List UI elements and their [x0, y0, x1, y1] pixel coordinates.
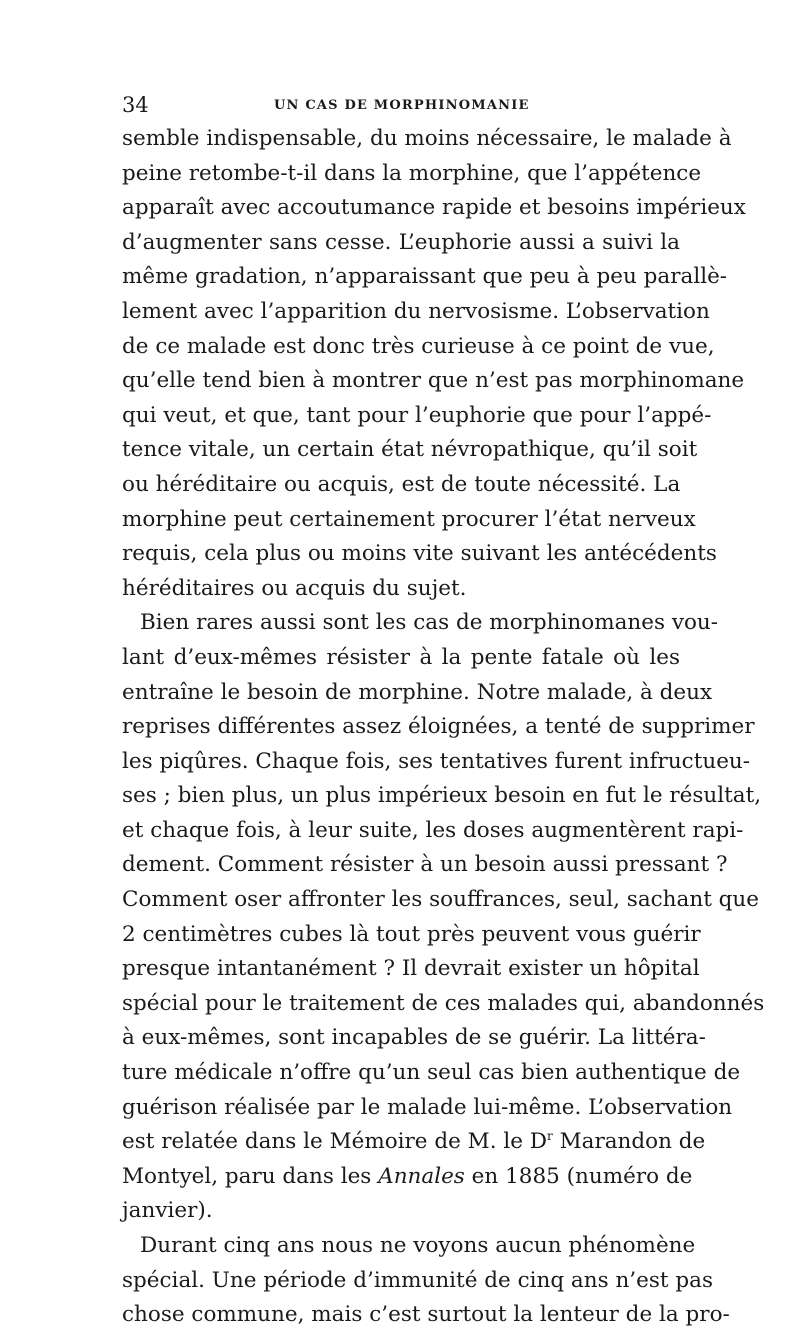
text-line: 2 centimètres cubes là tout près peuvent vous guérir	[122, 921, 701, 947]
text-line: Comment oser affronter les souffrances, seul, sachant que	[122, 887, 760, 913]
italic-title: Annales	[378, 1163, 465, 1189]
text-line: janvier).	[122, 1198, 213, 1224]
text-line: tence vitale, un certain état névropathique, qu’il soit	[122, 437, 698, 463]
text-line: et chaque fois, à leur suite, les doses augmentèrent rapi-	[122, 817, 744, 843]
text-line: à eux-mêmes, sont incapables de se guérir. La littéra-	[122, 1025, 706, 1051]
text-line: reprises différentes assez éloignées, a tenté de supprimer	[122, 714, 755, 740]
running-title: UN CAS DE MORPHINOMANIE	[274, 98, 530, 113]
text-line: guérison réalisée par le malade lui-même. L’observation	[122, 1094, 733, 1120]
superscript: r	[547, 1129, 553, 1144]
text-line: presque intantanément ? Il devrait exister un hôpital	[122, 956, 700, 982]
text-line: requis, cela plus ou moins vite suivant les antécédents	[122, 541, 717, 567]
text-line: ou héréditaire ou acquis, est de toute nécessité. La	[122, 471, 681, 497]
text-line: chose commune, mais c’est surtout la lenteur de la pro-	[122, 1302, 730, 1328]
text-line: lant d’eux-mêmes résister à la pente fatale où les	[122, 644, 680, 670]
text-line: dement. Comment résister à un besoin aussi pressant ?	[122, 852, 728, 878]
text-line-with-italic	[122, 1160, 693, 1195]
text-segment: Marandon de	[552, 1129, 706, 1155]
text-line: ses ; bien plus, un plus impérieux besoin en fut le résultat,	[122, 783, 762, 809]
text-line-with-superscript	[122, 1125, 706, 1160]
text-line: morphine peut certainement procurer l’état nerveux	[122, 506, 696, 532]
text-line: de ce malade est donc très curieuse à ce point de vue,	[122, 333, 715, 359]
text-segment: est relatée dans le Mémoire de M. le D	[122, 1129, 548, 1155]
text-segment: Montyel, paru dans les	[122, 1163, 379, 1189]
text-line: Durant cinq ans nous ne voyons aucun phénomène	[140, 1233, 696, 1258]
text-line: spécial. Une période d’immunité de cinq ans n’est pas	[122, 1267, 713, 1293]
text-line: peine retombe-t-il dans la morphine, que l’appétence	[122, 160, 702, 186]
text-line: apparaît avec accoutumance rapide et besoins impérieux	[122, 195, 746, 221]
page-number: 34	[122, 93, 149, 117]
text-line: entraîne le besoin de morphine. Notre malade, à deux	[122, 679, 713, 705]
text-line: Bien rares aussi sont les cas de morphinomanes vou-	[140, 610, 719, 636]
text-line: même gradation, n’apparaissant que peu à peu parallè-	[122, 264, 728, 290]
text-line: qui veut, et que, tant pour l’euphorie que pour l’appé-	[122, 402, 712, 428]
text-line: qu’elle tend bien à montrer que n’est pas morphinomane	[122, 368, 745, 394]
text-segment: en 1885 (numéro de	[464, 1163, 693, 1189]
text-line: spécial pour le traitement de ces malades qui, abandonnés	[122, 990, 765, 1016]
page-header	[122, 93, 680, 119]
text-line: héréditaires ou acquis du sujet.	[122, 575, 467, 601]
text-line: semble indispensable, du moins nécessaire, le malade à	[122, 126, 732, 151]
text-line: ture médicale n’offre qu’un seul cas bien authentique de	[122, 1060, 741, 1086]
body-text	[122, 122, 765, 1333]
text-line: les piqûres. Chaque fois, ses tentatives furent infructueu-	[122, 748, 751, 774]
text-line: lement avec l’apparition du nervosisme. L’observation	[122, 298, 710, 324]
text-line: d’augmenter sans cesse. L’euphorie aussi a suivi la	[122, 229, 680, 255]
